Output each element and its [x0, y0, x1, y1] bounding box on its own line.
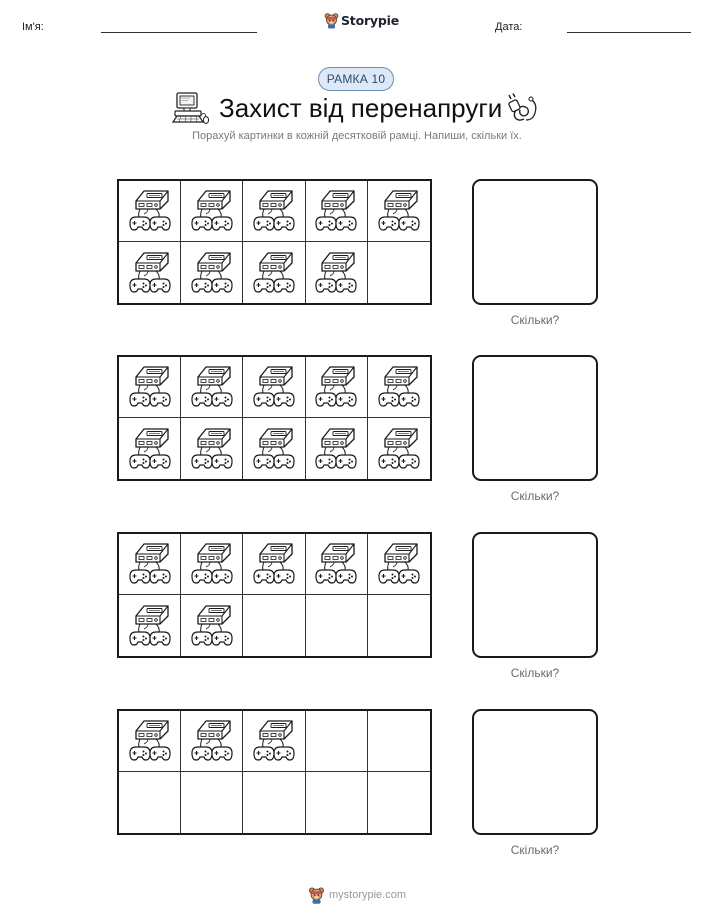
- game-console-icon: [314, 363, 358, 411]
- ten-frame: [117, 709, 432, 835]
- computer-icon: [172, 91, 210, 125]
- ten-frame-cell: [119, 181, 181, 242]
- game-console-icon: [190, 602, 234, 650]
- ten-frame: [117, 532, 432, 658]
- ten-frame-cell: [181, 534, 243, 595]
- ten-frame-cell: [243, 534, 305, 595]
- name-label: Ім'я:: [22, 21, 44, 33]
- game-console-icon: [377, 187, 421, 235]
- game-console-icon: [128, 187, 172, 235]
- name-field[interactable]: [101, 32, 257, 33]
- game-console-icon: [190, 363, 234, 411]
- footer: [0, 886, 714, 904]
- ten-frame-cell: [119, 242, 181, 303]
- ten-frame-cell: [306, 242, 368, 303]
- game-console-icon: [252, 249, 296, 297]
- how-many-label: Скільки?: [510, 313, 560, 327]
- ten-frame-cell: [243, 357, 305, 418]
- ten-frame-cell: [119, 418, 181, 479]
- answer-box[interactable]: [472, 355, 598, 481]
- ten-frame-cell: [243, 772, 305, 833]
- game-console-icon: [252, 717, 296, 765]
- game-console-icon: [252, 425, 296, 473]
- game-console-icon: [252, 363, 296, 411]
- ten-frame-cell: [243, 242, 305, 303]
- ten-frame-cell: [368, 242, 430, 303]
- ten-frame-cell: [181, 711, 243, 772]
- how-many-label: Скільки?: [510, 489, 560, 503]
- frame-badge: РАМКА 10: [318, 67, 394, 91]
- game-console-icon: [252, 187, 296, 235]
- game-console-icon: [128, 363, 172, 411]
- game-console-icon: [128, 249, 172, 297]
- ten-frame-cell: [368, 711, 430, 772]
- ten-frame: [117, 179, 432, 305]
- game-console-icon: [314, 249, 358, 297]
- game-console-icon: [190, 187, 234, 235]
- power-plug-icon: [508, 93, 540, 125]
- ten-frame-cell: [119, 711, 181, 772]
- ten-frame-cell: [243, 181, 305, 242]
- ten-frame-cell: [181, 418, 243, 479]
- ten-frame-cell: [119, 357, 181, 418]
- ten-frame-cell: [306, 772, 368, 833]
- game-console-icon: [190, 717, 234, 765]
- game-console-icon: [377, 425, 421, 473]
- bear-mascot-icon: [324, 12, 339, 29]
- storypie-logo: [324, 12, 399, 29]
- footer-url[interactable]: mystorypie.com: [328, 889, 407, 901]
- answer-box[interactable]: [472, 709, 598, 835]
- game-console-icon: [314, 187, 358, 235]
- ten-frame-cell: [306, 711, 368, 772]
- game-console-icon: [128, 540, 172, 588]
- game-console-icon: [314, 540, 358, 588]
- ten-frame-cell: [368, 595, 430, 656]
- date-field[interactable]: [567, 32, 691, 33]
- ten-frame-cell: [368, 181, 430, 242]
- ten-frame-cell: [243, 711, 305, 772]
- title-row: [0, 91, 714, 131]
- ten-frame-cell: [368, 534, 430, 595]
- ten-frame-cell: [306, 418, 368, 479]
- page-title: Захист від перенапруги: [219, 93, 503, 123]
- ten-frame-cell: [368, 357, 430, 418]
- game-console-icon: [190, 425, 234, 473]
- game-console-icon: [190, 249, 234, 297]
- game-console-icon: [252, 540, 296, 588]
- game-console-icon: [190, 540, 234, 588]
- ten-frame-cell: [243, 595, 305, 656]
- game-console-icon: [128, 602, 172, 650]
- brand-name: Storypie: [341, 13, 399, 28]
- instructions: Порахуй картинки в кожній десятковій рамці. Напиши, скільки їх.: [192, 130, 522, 142]
- ten-frame-cell: [181, 357, 243, 418]
- ten-frame-cell: [368, 772, 430, 833]
- ten-frame-cell: [119, 595, 181, 656]
- ten-frame-cell: [181, 772, 243, 833]
- how-many-label: Скільки?: [510, 843, 560, 857]
- ten-frame-cell: [119, 534, 181, 595]
- how-many-label: Скільки?: [510, 666, 560, 680]
- game-console-icon: [128, 425, 172, 473]
- ten-frame-cell: [306, 534, 368, 595]
- game-console-icon: [377, 540, 421, 588]
- bear-mascot-icon: [308, 886, 325, 904]
- ten-frame-cell: [306, 595, 368, 656]
- game-console-icon: [128, 717, 172, 765]
- answer-box[interactable]: [472, 532, 598, 658]
- ten-frame-cell: [368, 418, 430, 479]
- ten-frame: [117, 355, 432, 481]
- answer-box[interactable]: [472, 179, 598, 305]
- date-label: Дата:: [495, 21, 523, 33]
- game-console-icon: [314, 425, 358, 473]
- ten-frame-cell: [306, 181, 368, 242]
- ten-frame-cell: [181, 242, 243, 303]
- game-console-icon: [377, 363, 421, 411]
- ten-frame-cell: [181, 181, 243, 242]
- ten-frame-cell: [181, 595, 243, 656]
- ten-frame-cell: [119, 772, 181, 833]
- ten-frame-cell: [306, 357, 368, 418]
- ten-frame-cell: [243, 418, 305, 479]
